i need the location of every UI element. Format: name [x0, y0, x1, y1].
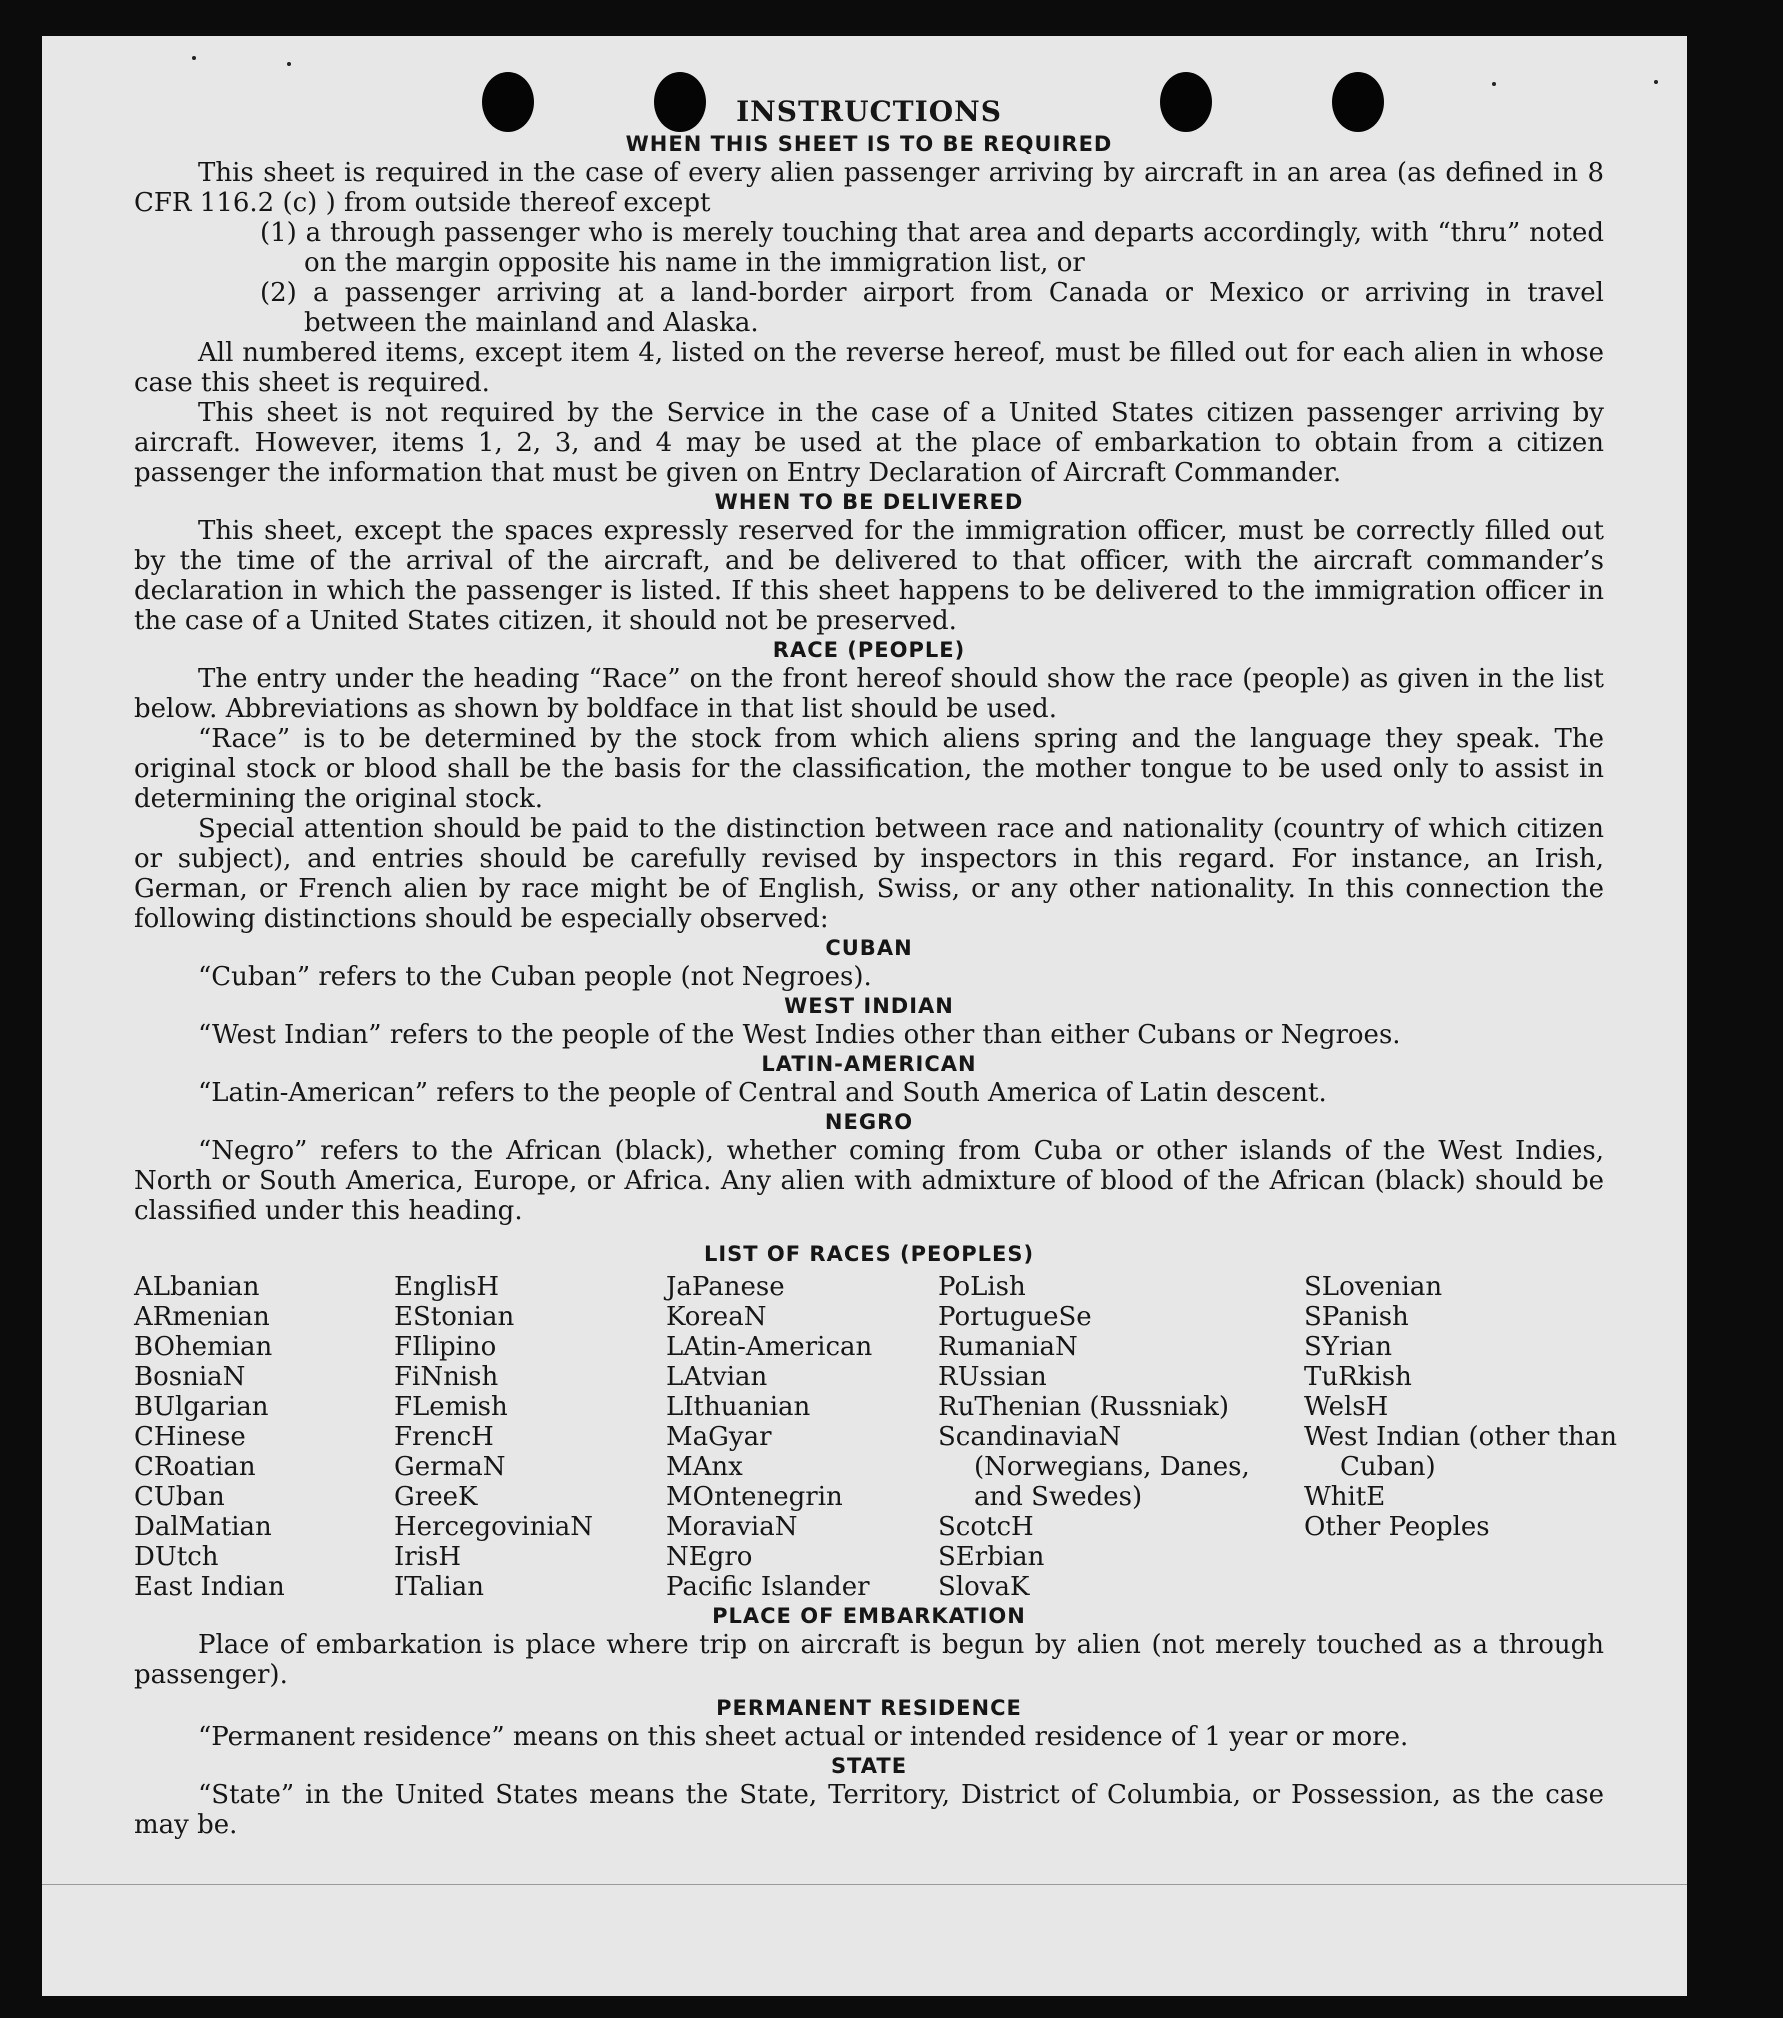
- paragraph: “Cuban” refers to the Cuban people (not Negroes).: [198, 962, 872, 992]
- race-item: MAnx: [666, 1452, 743, 1482]
- race-item: SPanish: [1304, 1302, 1409, 1332]
- race-item: MoraviaN: [666, 1512, 798, 1542]
- race-item: TuRkish: [1304, 1362, 1412, 1392]
- section-heading: LATIN-AMERICAN: [761, 1052, 977, 1076]
- section-heading: STATE: [830, 1754, 908, 1778]
- race-item: IrisH: [394, 1542, 462, 1572]
- section-heading: LIST OF RACES (PEOPLES): [703, 1242, 1035, 1266]
- paragraph: This sheet is required in the case of every alien passenger arriving by aircraft in an area (as defined in 8 CFR 116.2 (c) ) from outside thereof except: [134, 158, 1604, 218]
- race-item: SlovaK: [938, 1572, 1030, 1602]
- race-item: RuThenian (Russniak): [938, 1392, 1229, 1422]
- race-item: FiNnish: [394, 1362, 499, 1392]
- race-item: Pacific Islander: [666, 1572, 870, 1602]
- section-heading: PLACE OF EMBARKATION: [712, 1604, 1026, 1628]
- race-item: KoreaN: [666, 1302, 767, 1332]
- paragraph: The entry under the heading “Race” on the front hereof should show the race (people) as given in the list below. Abbreviations as shown by boldface in that list should be used.: [134, 664, 1604, 724]
- race-item: ALbanian: [134, 1272, 260, 1302]
- race-item: PortugueSe: [938, 1302, 1092, 1332]
- race-item: EStonian: [394, 1302, 515, 1332]
- section-heading: CUBAN: [825, 936, 913, 960]
- race-column: [938, 1272, 1304, 1602]
- speck: [1492, 82, 1496, 86]
- race-item: HercegoviniaN: [394, 1512, 594, 1542]
- paragraph: “West Indian” refers to the people of the West Indies other than either Cubans or Negroes.: [198, 1020, 1401, 1050]
- race-column: [134, 1272, 394, 1602]
- speck: [287, 62, 291, 66]
- race-item: MaGyar: [666, 1422, 772, 1452]
- paragraph: “Permanent residence” means on this sheet actual or intended residence of 1 year or more.: [198, 1722, 1409, 1752]
- paragraph: “Latin-American” refers to the people of Central and South America of Latin descent.: [198, 1078, 1327, 1108]
- race-item: CRoatian: [134, 1452, 256, 1482]
- race-item: ITalian: [394, 1572, 484, 1602]
- race-item: SLovenian: [1304, 1272, 1443, 1302]
- page-title: INSTRUCTIONS: [736, 95, 1002, 128]
- paragraph: This sheet, except the spaces expressly reserved for the immigration officer, must be correctly filled out by the time of the arrival of the aircraft, and be delivered to that officer, with the aircraft commander’s declaration in which the passenger is listed. If this sheet happens to be delivered to the immigration officer in the case of a United States citizen, it should not be preserved.: [134, 516, 1604, 636]
- exception-item: (1) a through passenger who is merely touching that area and departs accordingly, with “thru” noted on the margin opposite his name in the immigration list, or: [260, 218, 1604, 278]
- race-item: JaPanese: [666, 1272, 785, 1302]
- race-item: CUban: [134, 1482, 225, 1512]
- paragraph: All numbered items, except item 4, listed on the reverse hereof, must be filled out for each alien in whose case this sheet is required.: [134, 338, 1604, 398]
- race-item: NEgro: [666, 1542, 753, 1572]
- race-item: Other Peoples: [1304, 1512, 1490, 1542]
- race-item: RUssian: [938, 1362, 1047, 1392]
- fold-line: [42, 1884, 1687, 1885]
- paragraph: “Negro” refers to the African (black), whether coming from Cuba or other islands of the West Indies, North or South America, Europe, or Africa. Any alien with admixture of blood of the African (black) should be classified under this heading.: [134, 1136, 1604, 1226]
- race-item: SYrian: [1304, 1332, 1392, 1362]
- race-item: LIthuanian: [666, 1392, 811, 1422]
- race-item: West Indian (other than Cuban): [1304, 1422, 1618, 1482]
- race-item: CHinese: [134, 1422, 246, 1452]
- race-list: [134, 1272, 1618, 1602]
- race-item: SErbian: [938, 1542, 1045, 1572]
- speck: [1654, 80, 1658, 84]
- race-item: EnglisH: [394, 1272, 500, 1302]
- race-item: BosniaN: [134, 1362, 246, 1392]
- race-column: [666, 1272, 938, 1602]
- race-item: East Indian: [134, 1572, 285, 1602]
- section-heading: WEST INDIAN: [784, 994, 954, 1018]
- paragraph: “State” in the United States means the State, Territory, District of Columbia, or Possession, as the case may be.: [134, 1780, 1604, 1840]
- exception-item: (2) a passenger arriving at a land-border airport from Canada or Mexico or arriving in travel between the mainland and Alaska.: [260, 278, 1604, 338]
- race-item: ARmenian: [134, 1302, 270, 1332]
- race-item: PoLish: [938, 1272, 1026, 1302]
- paragraph: Special attention should be paid to the distinction between race and nationality (country of which citizen or subject), and entries should be carefully revised by inspectors in this regard. For instance, an Irish, German, or French alien by race might be of English, Swiss, or any other nationality. In this connection the following distinctions should be especially observed:: [134, 814, 1604, 934]
- race-item: GermaN: [394, 1452, 506, 1482]
- paragraph: This sheet is not required by the Service in the case of a United States citizen passenger arriving by aircraft. However, items 1, 2, 3, and 4 may be used at the place of embarkation to obtain from a citizen passenger the information that must be given on Entry Declaration of Aircraft Commander.: [134, 398, 1604, 488]
- race-item: MOntenegrin: [666, 1482, 843, 1512]
- race-item: ScotcH: [938, 1512, 1034, 1542]
- race-item: DUtch: [134, 1542, 219, 1572]
- instructions-content: [134, 94, 1618, 1840]
- race-item: FIlipino: [394, 1332, 497, 1362]
- race-item: RumaniaN: [938, 1332, 1078, 1362]
- race-item: WelsH: [1304, 1392, 1389, 1422]
- document-sheet: [42, 36, 1687, 1996]
- race-item: BUlgarian: [134, 1392, 269, 1422]
- race-item: LAtvian: [666, 1362, 768, 1392]
- paragraph: “Race” is to be determined by the stock from which aliens spring and the language they speak. The original stock or blood shall be the basis for the classification, the mother tongue to be used only to assist in determining the original stock.: [134, 724, 1604, 814]
- race-item: WhitE: [1304, 1482, 1386, 1512]
- race-item: BOhemian: [134, 1332, 273, 1362]
- section-heading: NEGRO: [824, 1110, 914, 1134]
- section-heading: RACE (PEOPLE): [772, 638, 966, 662]
- section-heading: WHEN THIS SHEET IS TO BE REQUIRED: [625, 132, 1113, 156]
- race-item: FLemish: [394, 1392, 508, 1422]
- race-item: GreeK: [394, 1482, 478, 1512]
- race-item: ScandinaviaN (Norwegians, Danes, and Swedes): [938, 1422, 1250, 1512]
- race-item: LAtin-American: [666, 1332, 873, 1362]
- race-column: [394, 1272, 666, 1602]
- race-item: FrencH: [394, 1422, 494, 1452]
- race-item: DalMatian: [134, 1512, 272, 1542]
- section-heading: PERMANENT RESIDENCE: [716, 1696, 1022, 1720]
- speck: [192, 56, 196, 60]
- paragraph: Place of embarkation is place where trip on aircraft is begun by alien (not merely touched as a through passenger).: [134, 1630, 1604, 1690]
- race-column: [1304, 1272, 1618, 1602]
- section-heading: WHEN TO BE DELIVERED: [714, 490, 1024, 514]
